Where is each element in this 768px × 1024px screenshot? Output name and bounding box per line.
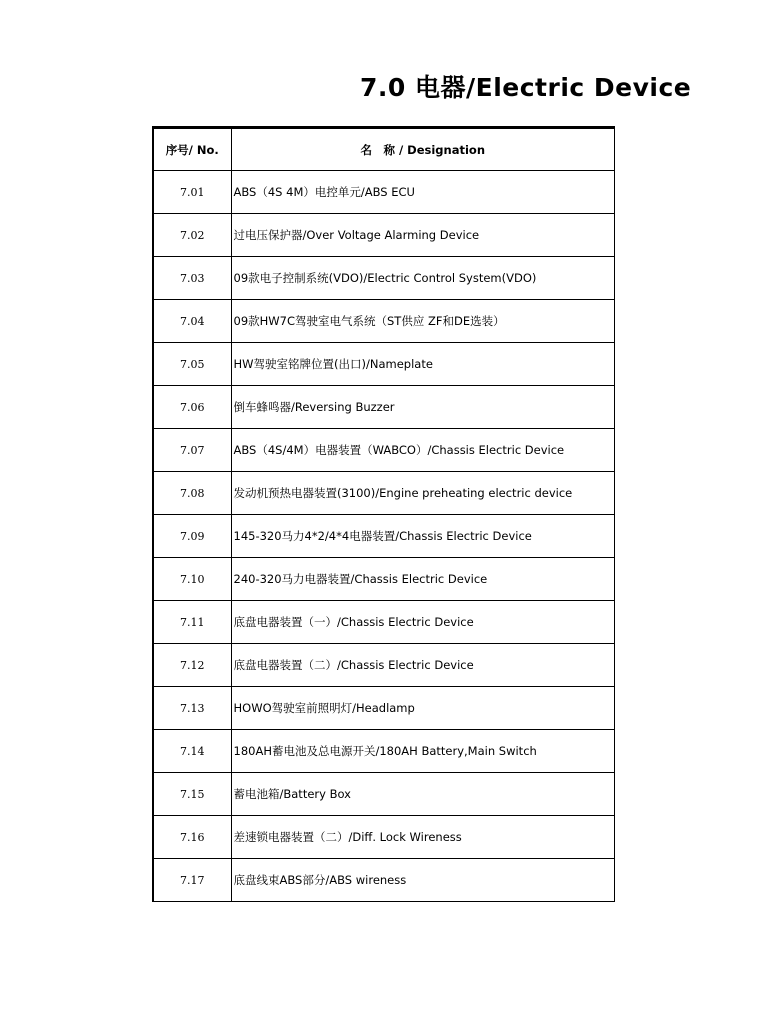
header-row bbox=[153, 128, 615, 171]
row-designation[interactable]: 09款电子控制系统(VDO)/Electric Control System(VDO) bbox=[231, 257, 615, 300]
row-designation[interactable]: HOWO驾驶室前照明灯/Headlamp bbox=[231, 687, 615, 730]
row-designation[interactable]: ABS（4S 4M）电控单元/ABS ECU bbox=[231, 171, 615, 214]
row-number: 7.03 bbox=[153, 257, 231, 300]
table-row bbox=[153, 300, 615, 343]
table-row bbox=[153, 644, 615, 687]
row-designation[interactable]: HW驾驶室铭牌位置(出口)/Nameplate bbox=[231, 343, 615, 386]
table-row bbox=[153, 472, 615, 515]
table-body bbox=[153, 171, 615, 902]
row-designation[interactable]: 蓄电池箱/Battery Box bbox=[231, 773, 615, 816]
row-number: 7.12 bbox=[153, 644, 231, 687]
row-designation[interactable]: 底盘电器装置（二）/Chassis Electric Device bbox=[231, 644, 615, 687]
table-row bbox=[153, 515, 615, 558]
table-row bbox=[153, 343, 615, 386]
table-row bbox=[153, 773, 615, 816]
row-designation[interactable]: 差速锁电器装置（二）/Diff. Lock Wireness bbox=[231, 816, 615, 859]
row-number: 7.05 bbox=[153, 343, 231, 386]
header-no: 序号/ No. bbox=[153, 128, 231, 171]
row-number: 7.04 bbox=[153, 300, 231, 343]
header-designation: 名 称 / Designation bbox=[231, 128, 615, 171]
table-row bbox=[153, 859, 615, 902]
row-designation[interactable]: 180AH蓄电池及总电源开关/180AH Battery,Main Switch bbox=[231, 730, 615, 773]
table-row bbox=[153, 429, 615, 472]
table-header bbox=[153, 128, 615, 171]
row-number: 7.17 bbox=[153, 859, 231, 902]
row-number: 7.13 bbox=[153, 687, 231, 730]
row-designation[interactable]: 240-320马力电器装置/Chassis Electric Device bbox=[231, 558, 615, 601]
row-designation[interactable]: 145-320马力4*2/4*4电器装置/Chassis Electric Device bbox=[231, 515, 615, 558]
parts-catalog-table bbox=[152, 126, 615, 902]
row-number: 7.14 bbox=[153, 730, 231, 773]
row-number: 7.15 bbox=[153, 773, 231, 816]
row-number: 7.02 bbox=[153, 214, 231, 257]
row-number: 7.10 bbox=[153, 558, 231, 601]
table-row bbox=[153, 214, 615, 257]
row-number: 7.01 bbox=[153, 171, 231, 214]
table-row bbox=[153, 558, 615, 601]
row-designation[interactable]: 09款HW7C驾驶室电气系统（ST供应 ZF和DE选装） bbox=[231, 300, 615, 343]
row-number: 7.09 bbox=[153, 515, 231, 558]
row-number: 7.08 bbox=[153, 472, 231, 515]
row-number: 7.06 bbox=[153, 386, 231, 429]
row-designation[interactable]: 过电压保护器/Over Voltage Alarming Device bbox=[231, 214, 615, 257]
table-row bbox=[153, 257, 615, 300]
page-title-container bbox=[360, 68, 692, 108]
row-designation[interactable]: 底盘线束ABS部分/ABS wireness bbox=[231, 859, 615, 902]
table-row bbox=[153, 601, 615, 644]
table-row bbox=[153, 171, 615, 214]
row-designation[interactable]: 底盘电器装置（一）/Chassis Electric Device bbox=[231, 601, 615, 644]
row-number: 7.16 bbox=[153, 816, 231, 859]
row-number: 7.07 bbox=[153, 429, 231, 472]
page-title: 7.0 电器/Electric Device bbox=[360, 73, 692, 102]
table-row bbox=[153, 730, 615, 773]
row-number: 7.11 bbox=[153, 601, 231, 644]
row-designation[interactable]: 倒车蜂鸣器/Reversing Buzzer bbox=[231, 386, 615, 429]
table-row bbox=[153, 386, 615, 429]
table-row bbox=[153, 816, 615, 859]
row-designation[interactable]: ABS（4S/4M）电器装置（WABCO）/Chassis Electric Device bbox=[231, 429, 615, 472]
table-row bbox=[153, 687, 615, 730]
row-designation[interactable]: 发动机预热电器装置(3100)/Engine preheating electric device bbox=[231, 472, 615, 515]
